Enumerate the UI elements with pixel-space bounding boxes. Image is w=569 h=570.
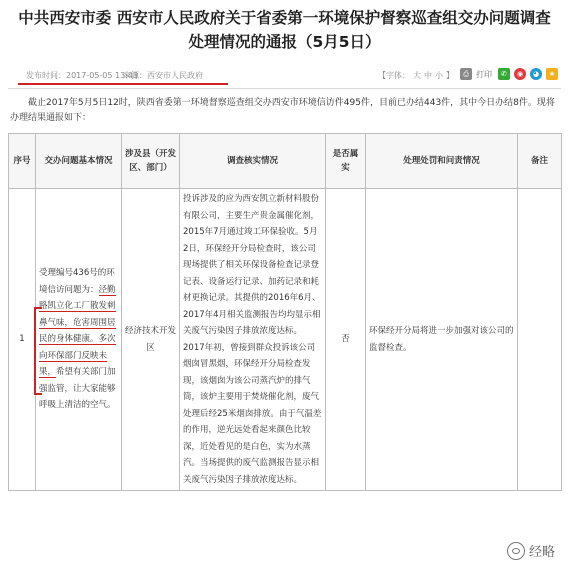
- header-area: 涉及县（开发区、部门）: [122, 134, 180, 189]
- publish-time: 发布时间：2017-05-05 13:43: [26, 71, 139, 80]
- cell-num: 1: [9, 189, 36, 491]
- article-title-line2: 处理情况的通报（5月5日）: [188, 33, 381, 51]
- results-table: [8, 133, 562, 491]
- issue-text-after: 希望有关部门加强监管，让大家能够呼吸上清洁的空气。: [39, 367, 116, 411]
- cell-remark: [518, 189, 562, 491]
- font-small-link[interactable]: 小: [435, 71, 443, 80]
- share-toolbar: [460, 68, 558, 80]
- cell-investigation: 投诉涉及的应为西安凯立新材料股份有限公司，主要生产贵金属催化剂，2015年7月通过竣工环保验收。5月2日，环保经开分局检查时，该公司现场提供了相关环保设备检查记录登记表、设备运行记录、加药记录和耗材更换记录。其提供的2016年6月、2017年4月相关监测报告均均显示相关废气污染因子排放浓度达标。2017年初，曾接到群众投诉该公司烟囱冒黑烟，环保经开分局检查发现，该烟囱为该公司蒸汽炉的排气筒，该炉主要用于焚烧催化剂，废气处理后经25米烟囱排放。由于气温差的作用，逆光远处看起来颜色比较深，近处看见的是白色，实为水蒸汽。当场提供的废气监测报告显示相关废气污染因子排放浓度达标。: [180, 189, 326, 491]
- print-icon[interactable]: ⎙: [460, 68, 472, 80]
- cell-handling: 环保经开分局将进一步加强对该公司的监督检查。: [366, 189, 518, 491]
- intro-paragraph: 截止2017年5月5日12时，陕西省委第一环境督察巡查组交办西安市环境信访件495件，目前已办结443件，其中今日办结8件。现将办理结果通报如下：: [10, 98, 555, 123]
- article-title: [8, 6, 561, 54]
- wechat-logo-icon: [507, 542, 525, 560]
- wechat-icon[interactable]: ✆: [498, 68, 510, 80]
- header-remark: 备注: [518, 134, 562, 189]
- issue-text-before: 受理编号436号的环境信访问题为：: [39, 268, 115, 295]
- cell-verified: 否: [326, 189, 366, 491]
- header-verified: 是否属实: [326, 134, 366, 189]
- cell-area: 经济技术开发区: [122, 189, 180, 491]
- font-size-close: 】: [446, 71, 454, 80]
- divider: [8, 88, 561, 89]
- issue-text-highlight: 泾勤路凯立化工厂散发刺鼻气味，危害周围居民的身体健康。多次向环保部门反映未果，: [39, 284, 116, 378]
- article-title-line1: 中共西安市委 西安市人民政府关于省委第一环境保护督察巡查组交办问题调查: [18, 9, 551, 27]
- header-num: 序号: [9, 134, 36, 189]
- article-meta: [8, 68, 561, 84]
- font-size-selector: [378, 70, 457, 81]
- watermark: [507, 541, 555, 560]
- print-link[interactable]: 打印: [476, 69, 492, 79]
- header-handling: 处理处罚和问责情况: [366, 134, 518, 189]
- cell-issue: [36, 189, 122, 491]
- header-issue: 交办问题基本情况: [36, 134, 122, 189]
- table-header-row: [9, 134, 562, 189]
- font-medium-link[interactable]: 中: [424, 71, 432, 80]
- table-row: [9, 189, 562, 491]
- watermark-text: 经略: [528, 545, 555, 560]
- header-investigation: 调查核实情况: [180, 134, 326, 189]
- qq-icon[interactable]: ◕: [530, 68, 542, 80]
- font-large-link[interactable]: 大: [413, 71, 421, 80]
- font-size-label: 【字体：: [378, 71, 410, 80]
- favorite-icon[interactable]: ★: [546, 68, 558, 80]
- weibo-icon[interactable]: ◉: [514, 68, 526, 80]
- meta-underline: [18, 83, 228, 85]
- source-label: 来源：西安市人民政府: [123, 71, 203, 80]
